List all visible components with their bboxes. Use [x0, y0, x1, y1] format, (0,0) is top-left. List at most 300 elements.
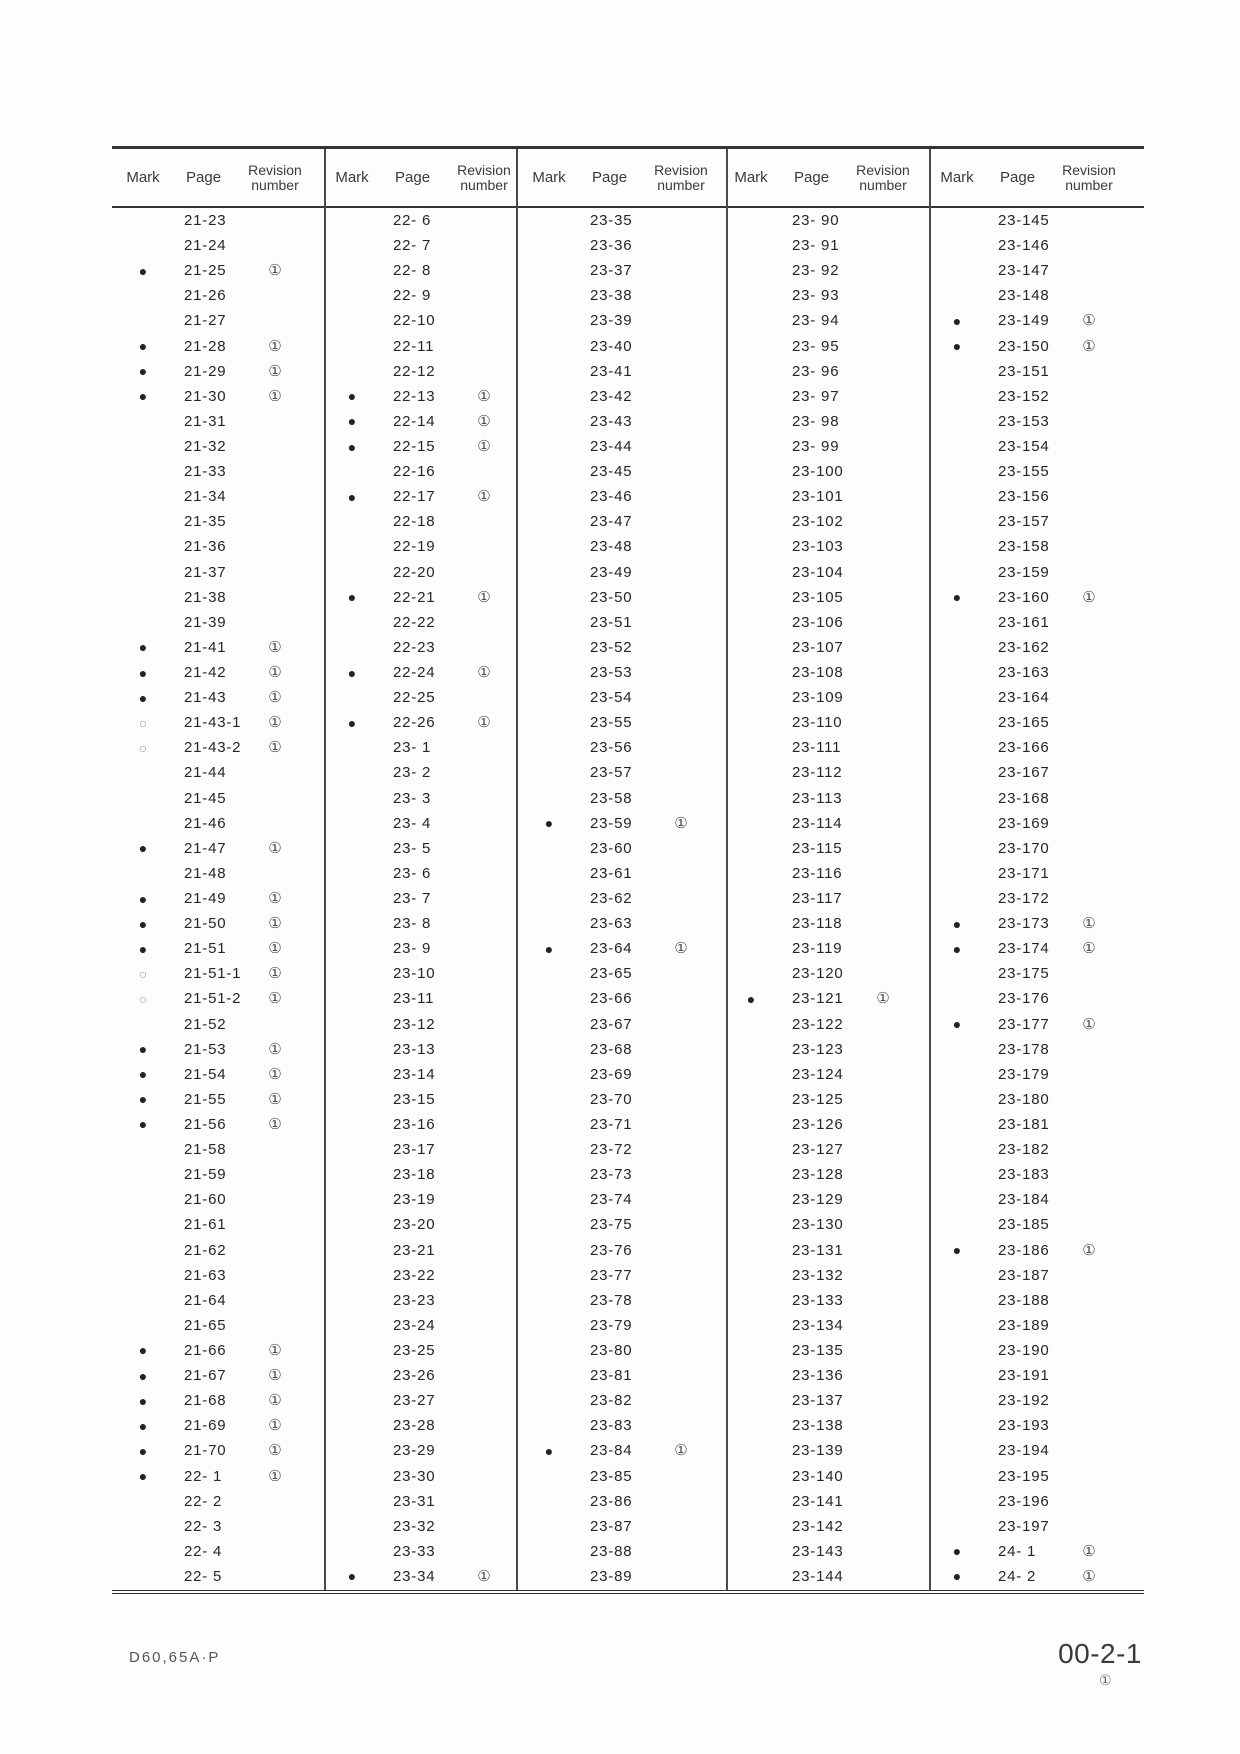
revision-number-cell: ① — [477, 663, 491, 682]
table-row — [518, 936, 726, 961]
table-row — [728, 911, 929, 936]
page-cell: 23- 93 — [792, 287, 840, 305]
page-cell: 22- 4 — [184, 1542, 223, 1560]
page-cell: 22-12 — [393, 362, 436, 380]
table-row — [728, 811, 929, 836]
table-row — [518, 283, 726, 308]
mark-cell: ● — [138, 262, 148, 279]
page-cell: 23-153 — [998, 412, 1050, 430]
table-row — [518, 459, 726, 484]
table-row — [728, 334, 929, 359]
table-row — [728, 710, 929, 735]
mark-cell: ● — [952, 940, 962, 957]
revision-number-cell: ① — [268, 1039, 282, 1058]
revision-number-cell: ① — [1082, 1014, 1096, 1033]
table-row — [728, 459, 929, 484]
page-cell: 22-16 — [393, 463, 436, 481]
table-row — [112, 334, 324, 359]
table-row — [728, 409, 929, 434]
revision-number-cell: ① — [674, 813, 688, 832]
table-row — [518, 334, 726, 359]
page-cell: 23-115 — [792, 839, 843, 857]
table-header — [931, 149, 1144, 208]
page-cell: 23-107 — [792, 638, 844, 656]
table-row — [326, 1137, 516, 1162]
page-cell: 23-189 — [998, 1316, 1050, 1334]
page-cell: 23- 91 — [792, 237, 840, 255]
table-row — [518, 1564, 726, 1589]
header-revision: Revision number — [654, 161, 708, 193]
table-row — [326, 1564, 516, 1589]
table-row — [728, 1363, 929, 1388]
page-cell: 23-81 — [590, 1367, 633, 1385]
table-row — [326, 1514, 516, 1539]
page-cell: 22- 6 — [393, 212, 432, 230]
page-cell: 23-51 — [590, 613, 633, 631]
table-row — [931, 610, 1144, 635]
revision-number-cell: ① — [268, 1064, 282, 1083]
page-cell: 23-57 — [590, 764, 633, 782]
page-cell: 21-52 — [184, 1015, 227, 1033]
table-row — [112, 1062, 324, 1087]
revision-number-cell: ① — [1082, 1541, 1096, 1560]
table-row — [728, 1237, 929, 1262]
page-cell: 24- 2 — [998, 1567, 1037, 1585]
table-row — [112, 886, 324, 911]
table-row — [326, 1212, 516, 1237]
page-cell: 23-110 — [792, 714, 843, 732]
revision-number-cell: ① — [1082, 1566, 1096, 1585]
page-cell: 21-43-2 — [184, 739, 242, 757]
page-cell: 23-182 — [998, 1141, 1050, 1159]
page-cell: 23-86 — [590, 1492, 633, 1510]
column-group — [518, 149, 728, 1590]
table-row — [728, 1162, 929, 1187]
table-row — [518, 1087, 726, 1112]
page-cell: 23-175 — [998, 965, 1050, 983]
table-row — [326, 1338, 516, 1363]
table-row — [931, 1313, 1144, 1338]
page-cell: 23-105 — [792, 588, 844, 606]
page-cell: 23-29 — [393, 1442, 436, 1460]
page-cell: 21-67 — [184, 1367, 227, 1385]
table-row — [931, 283, 1144, 308]
table-row — [518, 760, 726, 785]
page-cell: 23-89 — [590, 1567, 633, 1585]
revision-number-cell: ① — [1082, 939, 1096, 958]
page-cell: 23- 2 — [393, 764, 432, 782]
page-cell: 23-69 — [590, 1065, 633, 1083]
table-row — [931, 1212, 1144, 1237]
page-cell: 23-30 — [393, 1467, 436, 1485]
revision-number-cell: ① — [268, 989, 282, 1008]
page-cell: 22-14 — [393, 412, 436, 430]
table-row — [326, 334, 516, 359]
page-cell: 23-186 — [998, 1241, 1050, 1259]
table-row — [326, 409, 516, 434]
page-cell: 23-132 — [792, 1266, 844, 1284]
page-cell: 21-66 — [184, 1341, 227, 1359]
table-row — [931, 560, 1144, 585]
revision-number-cell: ① — [268, 713, 282, 732]
page-cell: 22-10 — [393, 312, 436, 330]
revision-number-cell: ① — [268, 738, 282, 757]
revision-number-cell: ① — [268, 1416, 282, 1435]
mark-cell: ● — [347, 488, 357, 505]
table-row — [326, 1237, 516, 1262]
page-cell: 22-20 — [393, 563, 436, 581]
table-row — [518, 233, 726, 258]
table-row — [112, 534, 324, 559]
header-revision: Revision number — [457, 161, 511, 193]
table-row — [326, 585, 516, 610]
page-cell: 23-74 — [590, 1191, 633, 1209]
page-cell: 23-164 — [998, 689, 1050, 707]
page-cell: 21-42 — [184, 664, 227, 682]
page-cell: 23-166 — [998, 739, 1050, 757]
table-row — [931, 434, 1144, 459]
table-row — [931, 1338, 1144, 1363]
page-cell: 22- 5 — [184, 1567, 223, 1585]
page-cell: 21-70 — [184, 1442, 227, 1460]
page-cell: 21-65 — [184, 1316, 227, 1334]
page-cell: 23-160 — [998, 588, 1050, 606]
page-cell: 23-43 — [590, 412, 633, 430]
table-row — [112, 861, 324, 886]
table-row — [326, 258, 516, 283]
table-row — [518, 384, 726, 409]
page-cell: 23-178 — [998, 1040, 1050, 1058]
page-cell: 23-196 — [998, 1492, 1050, 1510]
header-page: Page — [395, 169, 431, 186]
table-row — [112, 1514, 324, 1539]
table-row — [326, 710, 516, 735]
table-row — [728, 1263, 929, 1288]
table-row — [518, 1313, 726, 1338]
table-row — [112, 911, 324, 936]
page-cell: 21-62 — [184, 1241, 227, 1259]
header-mark: Mark — [734, 168, 768, 186]
table-row — [931, 534, 1144, 559]
table-row — [728, 1062, 929, 1087]
table-row — [931, 1564, 1144, 1589]
model-code: D60,65A·P — [129, 1649, 221, 1666]
page-cell: 21-25 — [184, 262, 227, 280]
table-row — [518, 786, 726, 811]
page-cell: 23- 90 — [792, 212, 840, 230]
table-row — [518, 1187, 726, 1212]
page-cell: 23-21 — [393, 1241, 436, 1259]
page-cell: 21-68 — [184, 1392, 227, 1410]
table-row — [112, 1413, 324, 1438]
table-row — [518, 635, 726, 660]
table-row — [728, 1388, 929, 1413]
table-row — [518, 1012, 726, 1037]
page-cell: 23-155 — [998, 463, 1050, 481]
table-row — [931, 861, 1144, 886]
revision-number-cell: ① — [268, 1366, 282, 1385]
table-row — [518, 534, 726, 559]
page-cell: 23-165 — [998, 714, 1050, 732]
table-row — [931, 1363, 1144, 1388]
table-row — [518, 836, 726, 861]
mark-cell: ● — [544, 1442, 554, 1459]
table-row — [931, 1187, 1144, 1212]
column-group — [931, 149, 1144, 1590]
page-cell: 23-180 — [998, 1090, 1050, 1108]
table-row — [728, 1438, 929, 1463]
page-cell: 23-13 — [393, 1040, 436, 1058]
table-row — [112, 760, 324, 785]
table-row — [326, 760, 516, 785]
table-row — [112, 811, 324, 836]
table-row — [112, 836, 324, 861]
page-cell: 21-33 — [184, 463, 227, 481]
page-cell: 23-58 — [590, 789, 633, 807]
page-cell: 23-54 — [590, 689, 633, 707]
table-row — [518, 409, 726, 434]
page-cell: 23- 5 — [393, 839, 432, 857]
page-cell: 23- 7 — [393, 890, 432, 907]
page-cell: 23-50 — [590, 588, 633, 606]
table-row — [931, 384, 1144, 409]
page-cell: 23-109 — [792, 689, 844, 707]
page-cell: 23-49 — [590, 563, 633, 581]
header-revision: Revision number — [856, 161, 910, 193]
page-cell: 23-183 — [998, 1166, 1050, 1184]
page-cell: 23-100 — [792, 463, 844, 481]
page-cell: 23-42 — [590, 387, 633, 405]
page-cell: 23-59 — [590, 814, 633, 832]
table-header — [728, 149, 929, 208]
page-cell: 23-193 — [998, 1417, 1050, 1435]
table-row — [728, 384, 929, 409]
table-row — [326, 434, 516, 459]
page-cell: 21-49 — [184, 890, 227, 907]
header-mark: Mark — [126, 168, 160, 186]
page-cell: 23-106 — [792, 613, 844, 631]
table-row — [931, 961, 1144, 986]
page-cell: 23-32 — [393, 1517, 436, 1535]
page-cell: 23-101 — [792, 488, 844, 506]
mark-cell: ● — [138, 890, 148, 907]
revision-number-cell: ① — [268, 361, 282, 380]
page-cell: 23-79 — [590, 1316, 633, 1334]
page-cell: 23-22 — [393, 1266, 436, 1284]
table-row — [112, 1087, 324, 1112]
table-row — [326, 1037, 516, 1062]
mark-cell: ● — [952, 1543, 962, 1560]
table-row — [518, 359, 726, 384]
table-row — [518, 1112, 726, 1137]
table-row — [112, 384, 324, 409]
table-row — [112, 1237, 324, 1262]
page-cell: 21-23 — [184, 212, 227, 230]
page-cell: 23-125 — [792, 1090, 844, 1108]
mark-cell: ● — [347, 438, 357, 455]
page-cell: 22-26 — [393, 714, 436, 732]
table-row — [326, 1112, 516, 1137]
revision-number-cell: ① — [477, 713, 491, 732]
page-cell: 22-22 — [393, 613, 436, 631]
page-cell: 23-177 — [998, 1015, 1050, 1033]
page-cell: 23- 3 — [393, 789, 432, 807]
table-row — [326, 1438, 516, 1463]
page-cell: 23-129 — [792, 1191, 844, 1209]
table-row — [728, 610, 929, 635]
page-cell: 23-82 — [590, 1392, 633, 1410]
table-row — [931, 409, 1144, 434]
table-row — [518, 735, 726, 760]
mark-cell: ○ — [138, 739, 148, 756]
table-row — [112, 359, 324, 384]
page-cell: 22-19 — [393, 538, 436, 556]
table-row — [728, 1187, 929, 1212]
page-cell: 22-13 — [393, 387, 436, 405]
page-cell: 23-39 — [590, 312, 633, 330]
page-cell: 23-68 — [590, 1040, 633, 1058]
table-row — [728, 1212, 929, 1237]
page-cell: 21-29 — [184, 362, 227, 380]
page-cell: 21-46 — [184, 814, 227, 832]
page-cell: 23-83 — [590, 1417, 633, 1435]
page-cell: 23-144 — [792, 1567, 844, 1585]
page-cell: 21-50 — [184, 915, 227, 933]
revision-number-cell: ① — [477, 487, 491, 506]
page-cell: 23-174 — [998, 940, 1050, 958]
table-row — [931, 1463, 1144, 1488]
header-revision: Revision number — [248, 161, 302, 193]
table-row — [931, 685, 1144, 710]
mark-cell: ● — [138, 689, 148, 706]
page-cell: 23-53 — [590, 664, 633, 682]
table-row — [112, 1338, 324, 1363]
page-cell: 21-37 — [184, 563, 227, 581]
mark-cell: ● — [347, 714, 357, 731]
page-cell: 23- 9 — [393, 940, 432, 958]
column-group — [728, 149, 931, 1590]
mark-cell: ○ — [138, 714, 148, 731]
table-row — [931, 1137, 1144, 1162]
page-cell: 23-65 — [590, 965, 633, 983]
table-row — [931, 1263, 1144, 1288]
revision-number-cell: ① — [268, 1391, 282, 1410]
page-cell: 23-38 — [590, 287, 633, 305]
page-cell: 23-168 — [998, 789, 1050, 807]
table-row — [326, 861, 516, 886]
table-row — [728, 760, 929, 785]
page-cell: 24- 1 — [998, 1542, 1037, 1560]
table-row — [112, 710, 324, 735]
table-row — [112, 1112, 324, 1137]
page-cell: 23-156 — [998, 488, 1050, 506]
table-row — [931, 635, 1144, 660]
table-row — [518, 1438, 726, 1463]
page-cell: 23-73 — [590, 1166, 633, 1184]
table-row — [326, 1388, 516, 1413]
table-row — [518, 660, 726, 685]
mark-cell: ● — [952, 915, 962, 932]
table-row — [326, 635, 516, 660]
page-cell: 23- 1 — [393, 739, 432, 757]
page-cell: 23-134 — [792, 1316, 844, 1334]
table-row — [112, 585, 324, 610]
page-cell: 23-41 — [590, 362, 633, 380]
table-row — [112, 1489, 324, 1514]
page-cell: 22-23 — [393, 638, 436, 656]
table-row — [326, 1489, 516, 1514]
page-cell: 21-24 — [184, 237, 227, 255]
page-cell: 23-143 — [792, 1542, 844, 1560]
table-row — [931, 936, 1144, 961]
page-cell: 21-56 — [184, 1115, 227, 1133]
page-cell: 23- 95 — [792, 337, 840, 355]
page-cell: 23-142 — [792, 1517, 844, 1535]
table-header — [518, 149, 726, 208]
table-row — [518, 560, 726, 585]
table-row — [326, 459, 516, 484]
table-row — [728, 861, 929, 886]
table-row — [112, 1438, 324, 1463]
table-row — [728, 660, 929, 685]
table-row — [326, 660, 516, 685]
table-row — [518, 1263, 726, 1288]
page-cell: 23-151 — [998, 362, 1050, 380]
table-row — [728, 886, 929, 911]
mark-cell: ● — [138, 639, 148, 656]
table-row — [728, 1489, 929, 1514]
page-cell: 23-24 — [393, 1316, 436, 1334]
table-row — [931, 208, 1144, 233]
revision-number-cell: ① — [268, 914, 282, 933]
page-cell: 23-179 — [998, 1065, 1050, 1083]
mark-cell: ● — [544, 815, 554, 832]
table-row — [518, 1413, 726, 1438]
table-row — [326, 836, 516, 861]
table-row — [728, 961, 929, 986]
revision-number-cell: ① — [268, 261, 282, 280]
page-cell: 21-58 — [184, 1141, 227, 1159]
table-row — [728, 509, 929, 534]
page-cell: 21-53 — [184, 1040, 227, 1058]
page-cell: 23-44 — [590, 438, 633, 456]
page-cell: 21-35 — [184, 513, 227, 531]
page-cell: 23-172 — [998, 890, 1050, 907]
table-row — [728, 1463, 929, 1488]
page-cell: 23-63 — [590, 915, 633, 933]
table-row — [728, 308, 929, 333]
mark-cell: ● — [138, 1091, 148, 1108]
revision-number-cell: ① — [1082, 587, 1096, 606]
table-row — [518, 710, 726, 735]
table-row — [518, 1062, 726, 1087]
table-row — [518, 1338, 726, 1363]
page-cell: 23-176 — [998, 990, 1050, 1008]
page-cell: 23-188 — [998, 1291, 1050, 1309]
page-cell: 21-26 — [184, 287, 227, 305]
page-cell: 23- 6 — [393, 864, 432, 882]
page-cell: 21-59 — [184, 1166, 227, 1184]
page-cell: 22-18 — [393, 513, 436, 531]
table-row — [931, 760, 1144, 785]
table-row — [931, 1539, 1144, 1564]
column-group — [112, 149, 326, 1590]
page-cell: 23-88 — [590, 1542, 633, 1560]
page-cell: 22- 3 — [184, 1517, 223, 1535]
mark-cell: ● — [138, 338, 148, 355]
page-cell: 22- 2 — [184, 1492, 223, 1510]
page-cell: 23-40 — [590, 337, 633, 355]
